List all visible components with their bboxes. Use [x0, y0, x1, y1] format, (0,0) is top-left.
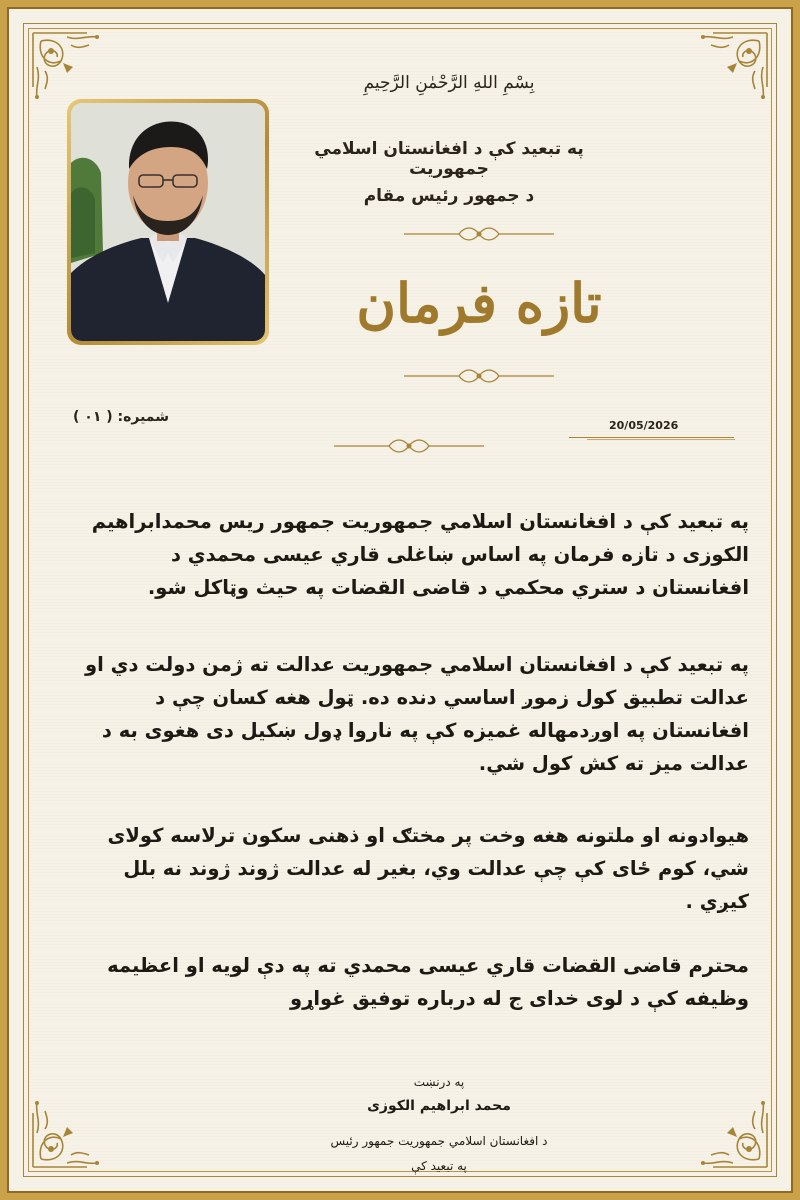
bismillah-text: بِسْمِ اللهِ الرَّحْمٰنِ الرَّحِيمِ	[363, 73, 535, 93]
corner-ornament-icon	[681, 1081, 773, 1173]
body-paragraph: په تبعید کې د افغانستان اسلامي جمهوریت جمهور ریس محمدابراهیم الکوزی د تازه فرمان په اساس ښاغلی قاري عیسی محمدي د افغانستان د ستري محکمي د قاضی القضات په حیث وټاکل شو.	[91, 510, 749, 599]
corner-ornament-icon	[681, 27, 773, 119]
decree-date: 20/05/2026	[609, 419, 679, 432]
decree-number: شمیره: ( ۰۱ )	[73, 409, 169, 425]
signature-suffix: په تبعید کې	[411, 1159, 467, 1173]
header-office: د جمهور رئیس مقام	[363, 186, 535, 206]
body-paragraph: په تبعید کې د افغانستان اسلامي جمهوریت عدالت ته ژمن دولت دي او عدالت تطبیق کول زموږ اساسي دنده ده. ټول هغه کسان چې د افغانستان په اوږدمهاله غمیزه کې په ناروا ډول ښکیل دی هغوی به د عدالت میز ته کش کول شي.	[85, 653, 749, 775]
date-underline-secondary	[587, 439, 735, 440]
outer-frame	[7, 7, 793, 1193]
portrait-photo	[71, 103, 265, 341]
divider-ornament-icon	[329, 436, 489, 456]
divider-ornament-icon	[399, 366, 559, 386]
divider-ornament-icon	[399, 224, 559, 244]
signature-name: محمد ابراهیم الکوزی	[367, 1098, 511, 1114]
signature-title: د افغانستان اسلامي جمهوریت جمهور رئیس	[330, 1134, 548, 1148]
body-paragraph: محترم قاضی القضات قاري عیسی محمدي ته په دې لویه او اعظیمه وظیفه کې د لوی خدای ج له درباره توفیق غواړو	[107, 954, 749, 1010]
header-government: په تبعید کې د افغانستان اسلامي جمهوریت	[314, 139, 584, 179]
corner-ornament-icon	[27, 1081, 119, 1173]
body-paragraph: هیوادونه او ملتونه هغه وخت پر مختګ او ذهنی سکون ترلاسه کولای شي، کوم ځای کې چې عدالت وي، بغیر له عدالت ژوند ژوند نه بلل کیږي .	[107, 824, 749, 913]
signature-prefix: په درنښت	[413, 1075, 465, 1089]
portrait-frame	[67, 99, 269, 345]
decree-title: تازه فرمان	[356, 271, 602, 335]
